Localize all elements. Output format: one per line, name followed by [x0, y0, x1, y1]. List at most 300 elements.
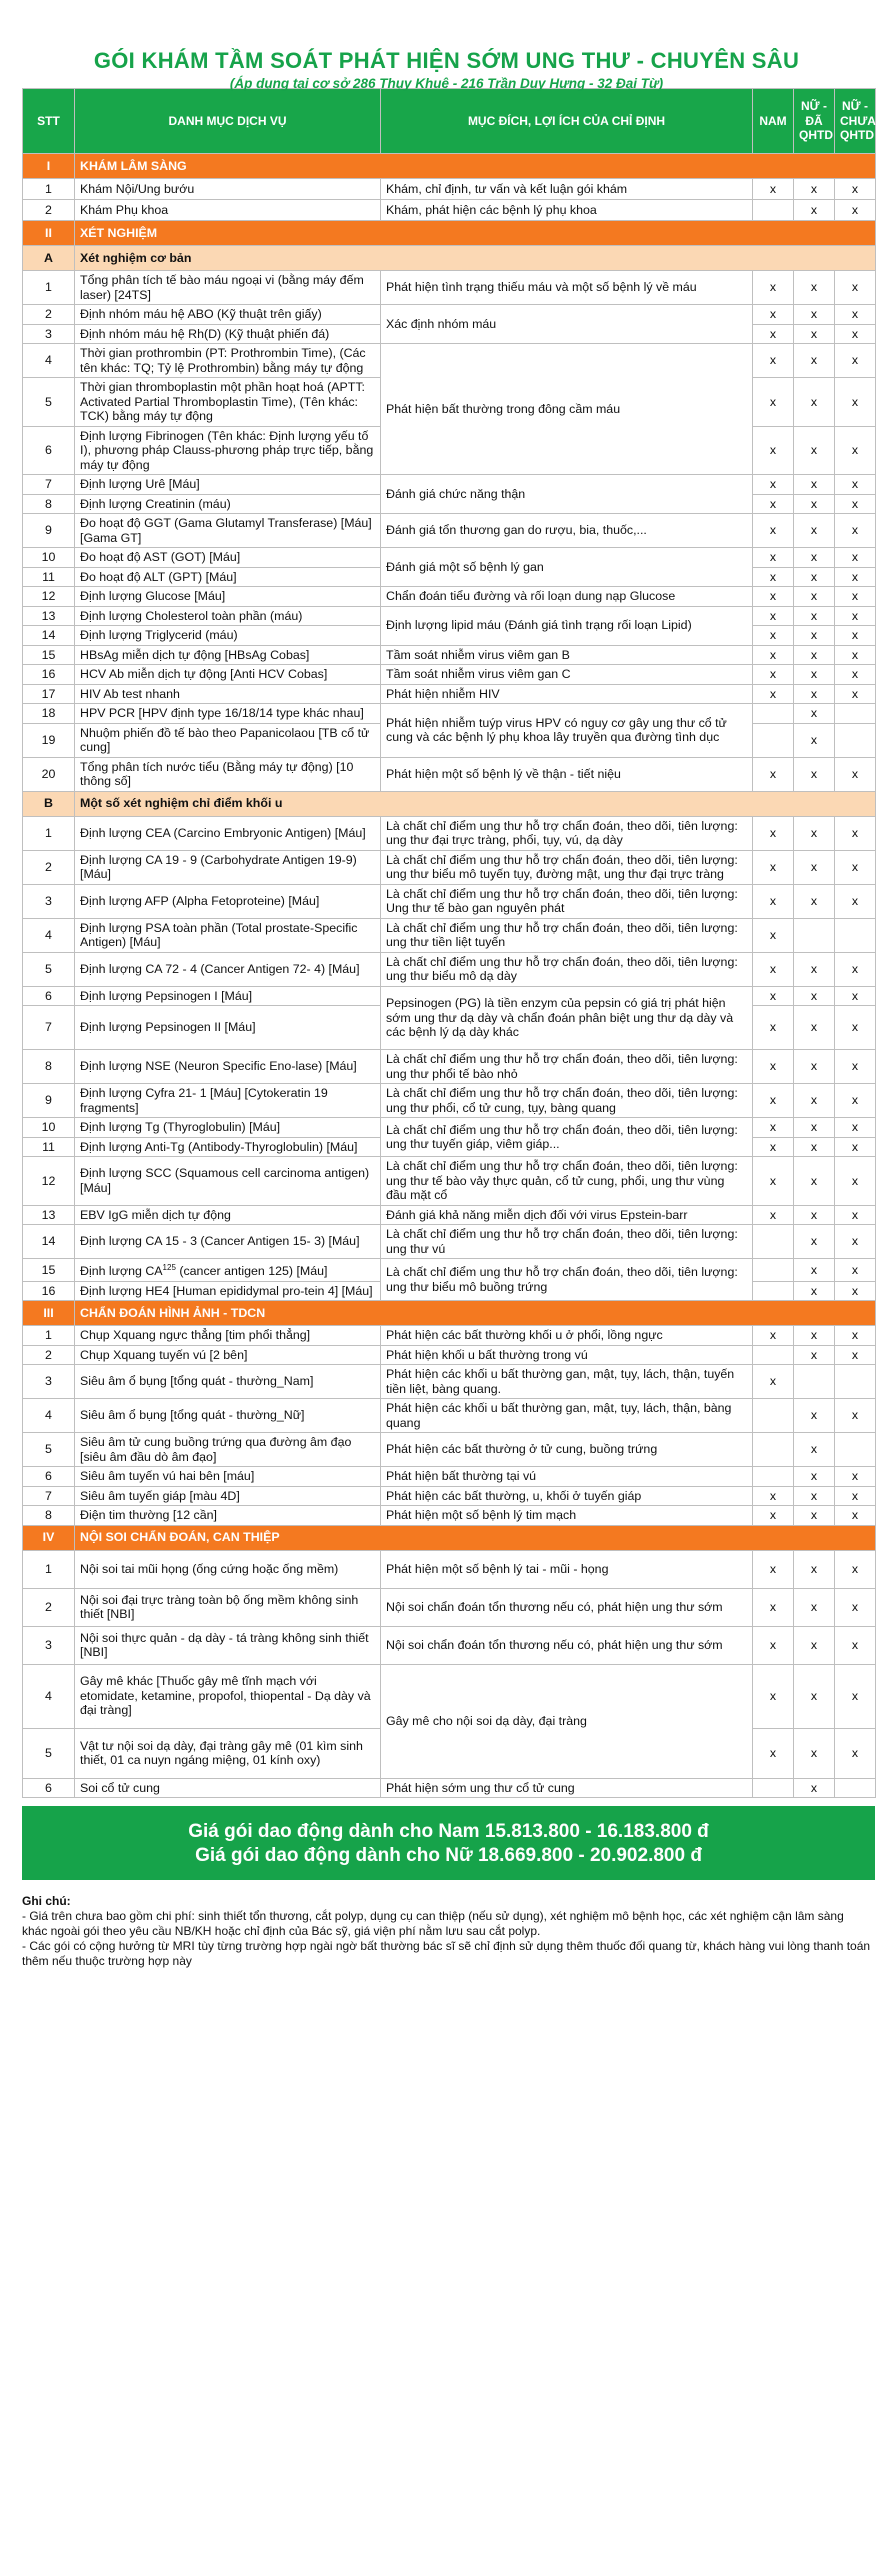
row-stt: 7: [23, 1486, 75, 1506]
row-service: Soi cổ tử cung: [75, 1778, 381, 1798]
mark-nu-da: x: [794, 1506, 835, 1526]
mark-nam: x: [753, 1157, 794, 1206]
row-stt: 14: [23, 626, 75, 646]
row-purpose: Là chất chỉ điểm ung thư hỗ trợ chẩn đoán, theo dõi, tiên lượng: ung thư vú: [381, 1225, 753, 1259]
row-service: Nội soi tai mũi họng (ống cứng hoặc ống mềm): [75, 1550, 381, 1588]
mark-nu-chua: x: [835, 324, 876, 344]
table-row: [23, 344, 876, 378]
mark-nu-chua: x: [835, 514, 876, 548]
notes-title: Ghi chú:: [22, 1894, 71, 1909]
table-row: [23, 1778, 876, 1798]
table-row: [23, 1084, 876, 1118]
mark-nu-da: x: [794, 606, 835, 626]
row-stt: 3: [23, 324, 75, 344]
mark-nu-chua: x: [835, 684, 876, 704]
mark-nu-da: x: [794, 952, 835, 986]
row-purpose: Đánh giá tổn thương gan do rượu, bia, thuốc,...: [381, 514, 753, 548]
row-service: Định nhóm máu hệ Rh(D) (Kỹ thuật phiến đá): [75, 324, 381, 344]
mark-nu-chua: x: [835, 1050, 876, 1084]
mark-nu-da: x: [794, 426, 835, 475]
mark-nam: [753, 1281, 794, 1301]
row-stt: 2: [23, 1345, 75, 1365]
mark-nu-chua: [835, 1433, 876, 1467]
mark-nu-chua: x: [835, 884, 876, 918]
row-stt: 2: [23, 1588, 75, 1626]
row-stt: 7: [23, 1006, 75, 1050]
row-stt: 16: [23, 1281, 75, 1301]
row-service: Tổng phân tích tế bào máu ngoại vi (bằng máy đếm laser) [24TS]: [75, 271, 381, 305]
row-stt: 1: [23, 1326, 75, 1346]
table-row: [23, 645, 876, 665]
mark-nam: x: [753, 952, 794, 986]
mark-nu-da: x: [794, 548, 835, 568]
mark-nam: [753, 1345, 794, 1365]
section-number: III: [23, 1301, 75, 1326]
mark-nam: [753, 1433, 794, 1467]
row-service: EBV IgG miễn dịch tự động: [75, 1205, 381, 1225]
note-item: - Giá trên chưa bao gồm chi phí: sinh thiết tổn thương, cắt polyp, dụng cụ can thiệp (nếu sử dụng), xét nghiệm mô bệnh học, các xét nghiệm cận lâm sàng khác ngoài gói theo yêu cầu NB/KH hoặc chỉ định của Bác sỹ, giá viện phí nằm lưu sau cắt polyp.: [22, 1909, 844, 1939]
row-service: Khám Phụ khoa: [75, 200, 381, 221]
row-service: Định lượng CA 15 - 3 (Cancer Antigen 15- 3) [Máu]: [75, 1225, 381, 1259]
row-service: Định lượng Creatinin (máu): [75, 494, 381, 514]
table-row: [23, 1345, 876, 1365]
mark-nu-da: [794, 918, 835, 952]
price-female: Giá gói dao động dành cho Nữ 18.669.800 - 20.902.800 đ: [195, 1845, 702, 1867]
mark-nu-chua: x: [835, 1118, 876, 1138]
mark-nam: x: [753, 1326, 794, 1346]
row-purpose: Phát hiện các khối u bất thường gan, mật, tụy, lách, thận, tuyến tiền liệt, bàng quang.: [381, 1365, 753, 1399]
mark-nam: [753, 1259, 794, 1282]
mark-nu-chua: x: [835, 1006, 876, 1050]
mark-nu-da: x: [794, 757, 835, 791]
row-stt: 5: [23, 1728, 75, 1778]
row-service: HPV PCR [HPV định type 16/18/14 type khác nhau]: [75, 704, 381, 724]
mark-nu-chua: x: [835, 952, 876, 986]
row-purpose: Là chất chỉ điểm ung thư hỗ trợ chẩn đoán, theo dõi, tiên lượng: ung thư tiền liệt tuyến: [381, 918, 753, 952]
mark-nam: x: [753, 1365, 794, 1399]
mark-nu-chua: x: [835, 179, 876, 200]
mark-nu-chua: [835, 1778, 876, 1798]
mark-nam: x: [753, 179, 794, 200]
row-stt: 5: [23, 952, 75, 986]
mark-nam: x: [753, 426, 794, 475]
col-nu-da: NỮ - ĐÃ QHTD: [794, 89, 835, 154]
row-purpose: Phát hiện một số bệnh lý tai - mũi - họng: [381, 1550, 753, 1588]
row-purpose: Là chất chỉ điểm ung thư hỗ trợ chẩn đoán, theo dõi, tiên lượng: ung thư biểu mô dạ dày: [381, 952, 753, 986]
mark-nu-da: x: [794, 514, 835, 548]
row-purpose: Chẩn đoán tiểu đường và rối loạn dung nạp Glucose: [381, 587, 753, 607]
row-purpose: Phát hiện một số bệnh lý tim mạch: [381, 1506, 753, 1526]
subsection-header: [23, 791, 876, 816]
row-service: HBsAg miễn dịch tự động [HBsAg Cobas]: [75, 645, 381, 665]
row-purpose: Đánh giá chức năng thận: [381, 475, 753, 514]
mark-nu-chua: x: [835, 344, 876, 378]
row-stt: 1: [23, 271, 75, 305]
mark-nu-chua: x: [835, 548, 876, 568]
table-row: [23, 1550, 876, 1588]
row-service: Định lượng Triglycerid (máu): [75, 626, 381, 646]
mark-nu-da: x: [794, 1778, 835, 1798]
mark-nam: x: [753, 850, 794, 884]
row-stt: 17: [23, 684, 75, 704]
mark-nu-da: x: [794, 645, 835, 665]
subsection-number: B: [23, 791, 75, 816]
service-table: [22, 88, 876, 1798]
mark-nam: x: [753, 684, 794, 704]
mark-nam: x: [753, 1486, 794, 1506]
table-row: [23, 1326, 876, 1346]
row-purpose: Phát hiện một số bệnh lý về thận - tiết niệu: [381, 757, 753, 791]
mark-nu-chua: x: [835, 645, 876, 665]
mark-nu-da: x: [794, 1157, 835, 1206]
section-number: II: [23, 221, 75, 246]
mark-nam: x: [753, 1050, 794, 1084]
mark-nu-chua: x: [835, 626, 876, 646]
mark-nu-da: x: [794, 704, 835, 724]
row-stt: 12: [23, 1157, 75, 1206]
mark-nu-chua: [835, 918, 876, 952]
row-stt: 8: [23, 1050, 75, 1084]
section-header: [23, 1525, 876, 1550]
mark-nu-chua: x: [835, 1281, 876, 1301]
row-service: HCV Ab miễn dịch tự động [Anti HCV Cobas]: [75, 665, 381, 685]
row-purpose: Là chất chỉ điểm ung thư hỗ trợ chẩn đoán, theo dõi, tiên lượng: ung thư tế bào vảy thực quản, cổ tử cung, phổi, ung thư vùng đầu mặt cổ: [381, 1157, 753, 1206]
table-row: [23, 918, 876, 952]
mark-nu-da: x: [794, 1399, 835, 1433]
row-service: Nội soi thực quản - dạ dày - tá tràng không sinh thiết [NBI]: [75, 1626, 381, 1664]
table-row: [23, 1259, 876, 1282]
row-stt: 10: [23, 548, 75, 568]
mark-nu-da: x: [794, 1626, 835, 1664]
mark-nam: x: [753, 757, 794, 791]
row-purpose: Khám, phát hiện các bệnh lý phụ khoa: [381, 200, 753, 221]
mark-nam: x: [753, 324, 794, 344]
row-service: Nhuộm phiến đồ tế bào theo Papanicolaou [TB cổ tử cung]: [75, 723, 381, 757]
row-service: Định lượng Cholesterol toàn phần (máu): [75, 606, 381, 626]
mark-nu-chua: x: [835, 665, 876, 685]
row-purpose: Là chất chỉ điểm ung thư hỗ trợ chẩn đoán, theo dõi, tiên lượng: ung thư phổi, cổ tử cung, tụy, bàng quang: [381, 1084, 753, 1118]
mark-nam: x: [753, 1137, 794, 1157]
row-stt: 14: [23, 1225, 75, 1259]
row-stt: 5: [23, 378, 75, 427]
row-purpose: Xác định nhóm máu: [381, 305, 753, 344]
row-purpose: Phát hiện các bất thường khối u ở phổi, lồng ngực: [381, 1326, 753, 1346]
row-stt: 6: [23, 986, 75, 1006]
table-row: [23, 1118, 876, 1138]
mark-nam: x: [753, 1664, 794, 1728]
mark-nam: x: [753, 305, 794, 325]
row-purpose: Phát hiện nhiễm HIV: [381, 684, 753, 704]
row-service: Định lượng Fibrinogen (Tên khác: Định lượng yếu tố I), phương pháp Clauss-phương pháp trực tiếp, bằng máy tự động: [75, 426, 381, 475]
table-row: [23, 952, 876, 986]
row-service: Định lượng CA 72 - 4 (Cancer Antigen 72- 4) [Máu]: [75, 952, 381, 986]
row-purpose: Đánh giá khả năng miễn dịch đối với virus Epstein-barr: [381, 1205, 753, 1225]
mark-nu-chua: x: [835, 305, 876, 325]
mark-nu-da: x: [794, 684, 835, 704]
mark-nam: x: [753, 1550, 794, 1588]
table-row: [23, 606, 876, 626]
row-purpose: Đánh giá một số bệnh lý gan: [381, 548, 753, 587]
mark-nam: x: [753, 344, 794, 378]
mark-nu-da: x: [794, 1728, 835, 1778]
mark-nu-chua: x: [835, 606, 876, 626]
table-row: [23, 1626, 876, 1664]
section-header: [23, 154, 876, 179]
page-title: GÓI KHÁM TẦM SOÁT PHÁT HIỆN SỚM UNG THƯ - CHUYÊN SÂU: [93, 48, 800, 73]
row-stt: 18: [23, 704, 75, 724]
row-purpose: Phát hiện bất thường tại vú: [381, 1467, 753, 1487]
col-purpose: MỤC ĐÍCH, LỢI ÍCH CỦA CHỈ ĐỊNH: [381, 89, 753, 154]
mark-nu-da: x: [794, 1006, 835, 1050]
row-stt: 3: [23, 1626, 75, 1664]
table-row: [23, 1225, 876, 1259]
row-stt: 20: [23, 757, 75, 791]
section-header: [23, 221, 876, 246]
mark-nu-chua: [835, 723, 876, 757]
mark-nu-chua: x: [835, 1728, 876, 1778]
row-service: Định lượng NSE (Neuron Specific Eno-lase) [Máu]: [75, 1050, 381, 1084]
mark-nu-chua: x: [835, 1626, 876, 1664]
mark-nu-da: [794, 1365, 835, 1399]
row-stt: 5: [23, 1433, 75, 1467]
mark-nam: x: [753, 1626, 794, 1664]
mark-nam: x: [753, 884, 794, 918]
row-stt: 8: [23, 494, 75, 514]
table-row: [23, 1486, 876, 1506]
mark-nu-chua: x: [835, 816, 876, 850]
row-stt: 13: [23, 606, 75, 626]
row-purpose: Phát hiện nhiễm tuýp virus HPV có nguy cơ gây ung thư cổ tử cung và các bệnh lý phụ khoa lây truyền qua đường tình dục: [381, 704, 753, 758]
row-stt: 2: [23, 200, 75, 221]
row-purpose: Là chất chỉ điểm ung thư hỗ trợ chẩn đoán, theo dõi, tiên lượng: Ung thư tế bào gan nguyên phát: [381, 884, 753, 918]
subsection-title: Một số xét nghiệm chỉ điểm khối u: [75, 791, 876, 816]
mark-nu-chua: x: [835, 426, 876, 475]
row-purpose: Là chất chỉ điểm ung thư hỗ trợ chẩn đoán, theo dõi, tiên lượng: ung thư đại trực tràng, phổi, tụy, vú, dạ dày: [381, 816, 753, 850]
table-row: [23, 757, 876, 791]
mark-nu-chua: x: [835, 1259, 876, 1282]
section-title: KHÁM LÂM SÀNG: [75, 154, 876, 179]
mark-nam: x: [753, 1205, 794, 1225]
mark-nu-da: x: [794, 986, 835, 1006]
row-service: Nội soi đại trực tràng toàn bộ ống mềm không sinh thiết [NBI]: [75, 1588, 381, 1626]
mark-nu-chua: x: [835, 200, 876, 221]
row-purpose: Phát hiện bất thường trong đông cầm máu: [381, 344, 753, 475]
mark-nu-chua: x: [835, 1205, 876, 1225]
row-stt: 11: [23, 1137, 75, 1157]
table-row: [23, 665, 876, 685]
mark-nam: x: [753, 645, 794, 665]
section-title: XÉT NGHIỆM: [75, 221, 876, 246]
mark-nu-da: x: [794, 1433, 835, 1467]
mark-nu-chua: x: [835, 850, 876, 884]
row-stt: 4: [23, 918, 75, 952]
row-service: Siêu âm tử cung buồng trứng qua đường âm đạo [siêu âm đầu dò âm đạo]: [75, 1433, 381, 1467]
row-stt: 4: [23, 1399, 75, 1433]
mark-nam: x: [753, 1084, 794, 1118]
row-service: Định lượng HE4 [Human epididymal pro-tein 4] [Máu]: [75, 1281, 381, 1301]
row-service: Thời gian thromboplastin một phần hoạt hoá (APTT: Activated Partial Thromboplastin Time), (Tên khác: TCK) bằng máy tự động: [75, 378, 381, 427]
mark-nam: x: [753, 494, 794, 514]
row-purpose: Gây mê cho nội soi dạ dày, đại tràng: [381, 1664, 753, 1778]
mark-nam: x: [753, 1118, 794, 1138]
mark-nu-da: x: [794, 1345, 835, 1365]
row-purpose: Phát hiện các bất thường ở tử cung, buồng trứng: [381, 1433, 753, 1467]
row-service: Định lượng AFP (Alpha Fetoproteine) [Máu]: [75, 884, 381, 918]
row-service: Gây mê khác [Thuốc gây mê tĩnh mạch với etomidate, ketamine, propofol, thiopental - Dạ dày và đại tràng]: [75, 1664, 381, 1728]
mark-nam: [753, 704, 794, 724]
row-purpose: Phát hiện các bất thường, u, khối ở tuyến giáp: [381, 1486, 753, 1506]
mark-nu-chua: x: [835, 1399, 876, 1433]
row-service: Định lượng Cyfra 21- 1 [Máu] [Cytokeratin 19 fragments]: [75, 1084, 381, 1118]
mark-nu-da: x: [794, 1084, 835, 1118]
mark-nam: x: [753, 587, 794, 607]
page-header: [0, 0, 893, 91]
row-stt: 8: [23, 1506, 75, 1526]
row-purpose: Tầm soát nhiễm virus viêm gan B: [381, 645, 753, 665]
mark-nam: x: [753, 816, 794, 850]
row-stt: 19: [23, 723, 75, 757]
row-stt: 15: [23, 645, 75, 665]
mark-nam: x: [753, 548, 794, 568]
mark-nam: [753, 1399, 794, 1433]
subsection-number: A: [23, 246, 75, 271]
mark-nu-da: x: [794, 850, 835, 884]
table-row: [23, 587, 876, 607]
table-row: [23, 179, 876, 200]
table-row: [23, 1399, 876, 1433]
notes-section: [22, 1894, 871, 1969]
mark-nu-da: x: [794, 271, 835, 305]
section-number: IV: [23, 1525, 75, 1550]
row-purpose: Phát hiện các khối u bất thường gan, mật, tụy, lách, thận, bàng quang: [381, 1399, 753, 1433]
section-number: I: [23, 154, 75, 179]
table-header-row: [23, 89, 876, 154]
row-service: Điện tim thường [12 cần]: [75, 1506, 381, 1526]
mark-nu-da: x: [794, 344, 835, 378]
mark-nu-da: x: [794, 884, 835, 918]
row-service: Đo hoạt độ ALT (GPT) [Máu]: [75, 567, 381, 587]
row-service: Định lượng Pepsinogen I [Máu]: [75, 986, 381, 1006]
mark-nu-da: x: [794, 1118, 835, 1138]
mark-nu-chua: x: [835, 1326, 876, 1346]
mark-nam: x: [753, 626, 794, 646]
table-row: [23, 986, 876, 1006]
table-row: [23, 514, 876, 548]
mark-nu-da: x: [794, 1137, 835, 1157]
mark-nu-chua: x: [835, 1486, 876, 1506]
row-service: Thời gian prothrombin (PT: Prothrombin Time), (Các tên khác: TQ; Tỷ lệ Prothrombin) bằng máy tự động: [75, 344, 381, 378]
mark-nu-chua: x: [835, 475, 876, 495]
row-service: Định lượng Pepsinogen II [Máu]: [75, 1006, 381, 1050]
mark-nu-da: x: [794, 475, 835, 495]
table-row: [23, 1433, 876, 1467]
service-superscript: 125: [162, 1263, 176, 1272]
mark-nam: x: [753, 378, 794, 427]
mark-nam: x: [753, 1588, 794, 1626]
mark-nam: x: [753, 606, 794, 626]
mark-nu-da: x: [794, 1259, 835, 1282]
mark-nu-chua: [835, 704, 876, 724]
row-service: Định nhóm máu hệ ABO (Kỹ thuật trên giấy): [75, 305, 381, 325]
table-row: [23, 884, 876, 918]
mark-nu-da: x: [794, 1050, 835, 1084]
mark-nam: x: [753, 986, 794, 1006]
mark-nu-chua: [835, 1365, 876, 1399]
mark-nu-chua: x: [835, 1550, 876, 1588]
mark-nam: x: [753, 1506, 794, 1526]
row-service: Khám Nội/Ung bướu: [75, 179, 381, 200]
row-stt: 10: [23, 1118, 75, 1138]
row-service: Định lượng Urê [Máu]: [75, 475, 381, 495]
row-service: Đo hoạt độ AST (GOT) [Máu]: [75, 548, 381, 568]
mark-nu-chua: x: [835, 271, 876, 305]
table-row: [23, 684, 876, 704]
service-text: Định lượng CA: [80, 1264, 163, 1279]
table-row: [23, 1157, 876, 1206]
row-stt: 6: [23, 1467, 75, 1487]
row-stt: 13: [23, 1205, 75, 1225]
row-service: Định lượng SCC (Squamous cell carcinoma antigen) [Máu]: [75, 1157, 381, 1206]
mark-nam: x: [753, 475, 794, 495]
row-purpose: Là chất chỉ điểm ung thư hỗ trợ chẩn đoán, theo dõi, tiên lượng: ung thư biểu mô tuyến tụy, đường mật, ung thư đại trực tràng: [381, 850, 753, 884]
mark-nu-da: x: [794, 816, 835, 850]
col-stt: STT: [23, 89, 75, 154]
row-service: Định lượng CEA (Carcino Embryonic Antigen) [Máu]: [75, 816, 381, 850]
row-stt: 7: [23, 475, 75, 495]
row-stt: 15: [23, 1259, 75, 1282]
row-purpose: Định lượng lipid máu (Đánh giá tình trạng rối loạn Lipid): [381, 606, 753, 645]
mark-nam: x: [753, 1728, 794, 1778]
mark-nam: [753, 1778, 794, 1798]
row-service: Tổng phân tích nước tiểu (Bằng máy tự động) [10 thông số]: [75, 757, 381, 791]
mark-nu-chua: x: [835, 1084, 876, 1118]
mark-nam: x: [753, 514, 794, 548]
section-header: [23, 1301, 876, 1326]
mark-nu-da: x: [794, 1281, 835, 1301]
table-row: [23, 850, 876, 884]
mark-nu-da: x: [794, 567, 835, 587]
row-service: Định lượng Tg (Thyroglobulin) [Máu]: [75, 1118, 381, 1138]
row-service: Chụp Xquang ngực thẳng [tim phổi thẳng]: [75, 1326, 381, 1346]
mark-nu-da: x: [794, 305, 835, 325]
mark-nam: x: [753, 271, 794, 305]
mark-nu-chua: x: [835, 1225, 876, 1259]
row-service: Siêu âm tuyến vú hai bên [máu]: [75, 1467, 381, 1487]
row-service: Siêu âm tuyến giáp [màu 4D]: [75, 1486, 381, 1506]
row-purpose: Tầm soát nhiễm virus viêm gan C: [381, 665, 753, 685]
row-service: Định lượng PSA toàn phần (Total prostate-Specific Antigen) [Máu]: [75, 918, 381, 952]
section-title: NỘI SOI CHẨN ĐOÁN, CAN THIỆP: [75, 1525, 876, 1550]
mark-nam: x: [753, 918, 794, 952]
row-service: Vật tư nội soi dạ dày, đại tràng gây mê (01 kìm sinh thiết, 01 ca nuyn ngáng miệng, 01 kính oxy): [75, 1728, 381, 1778]
row-service: Định lượng CA 19 - 9 (Carbohydrate Antigen 19-9) [Máu]: [75, 850, 381, 884]
table-row: [23, 1365, 876, 1399]
mark-nu-da: x: [794, 723, 835, 757]
table-row: [23, 305, 876, 325]
row-purpose: Phát hiện khối u bất thường trong vú: [381, 1345, 753, 1365]
mark-nam: x: [753, 567, 794, 587]
mark-nu-da: x: [794, 1486, 835, 1506]
mark-nam: [753, 200, 794, 221]
row-service: Định lượng Anti-Tg (Antibody-Thyroglobulin) [Máu]: [75, 1137, 381, 1157]
row-stt: 4: [23, 1664, 75, 1728]
row-stt: 6: [23, 1778, 75, 1798]
mark-nu-da: x: [794, 1588, 835, 1626]
row-stt: 3: [23, 884, 75, 918]
row-service: Định lượng Glucose [Máu]: [75, 587, 381, 607]
table-row: [23, 1467, 876, 1487]
row-service: HIV Ab test nhanh: [75, 684, 381, 704]
